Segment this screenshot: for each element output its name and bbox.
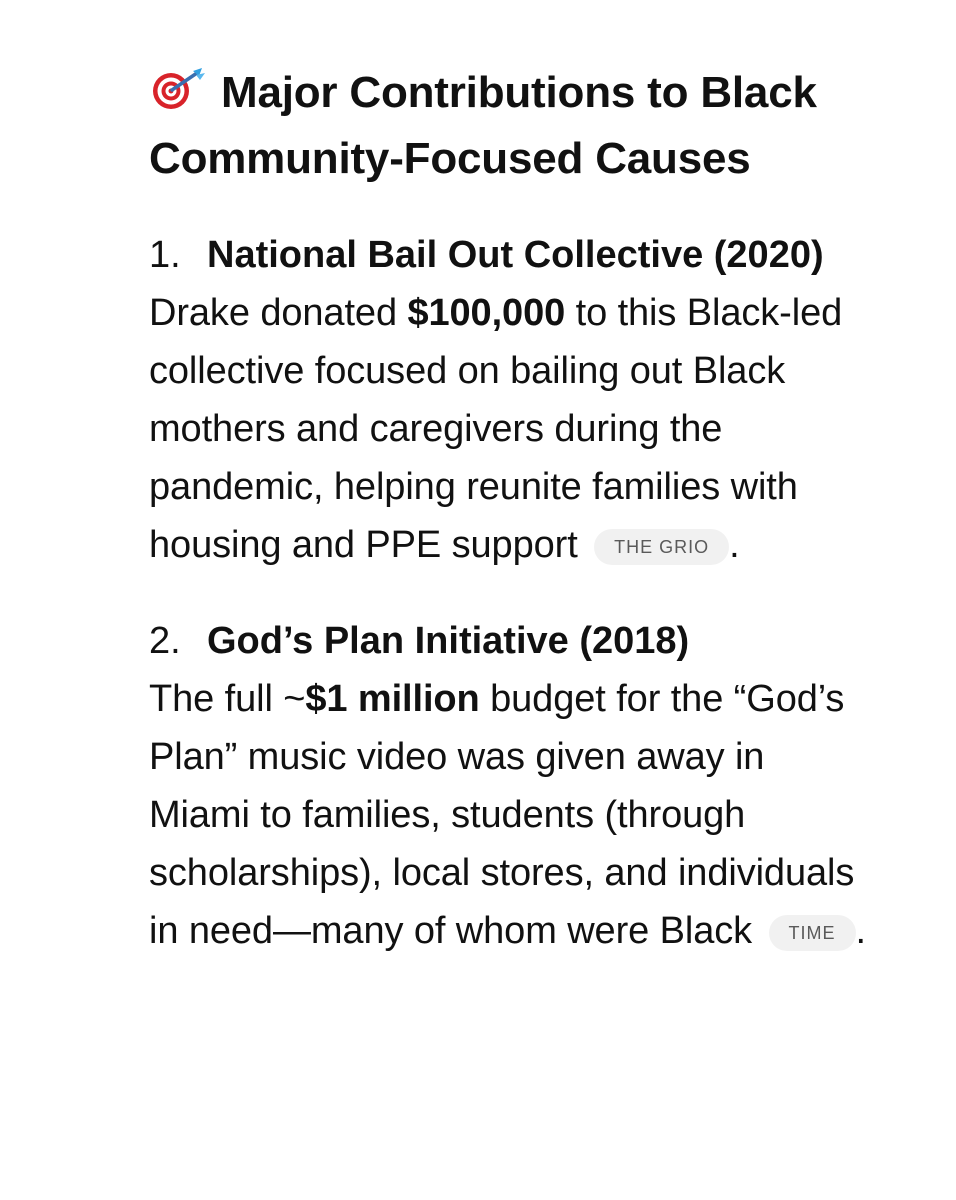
description-text: to this Black-led collective focused on bailing out Black mothers and caregivers during the pandemic, helping reunite families with housing and PPE support	[149, 292, 843, 566]
source-citation-chip[interactable]: THE GRIO	[594, 529, 729, 565]
article	[149, 60, 869, 960]
description-text: Drake donated	[149, 292, 408, 334]
donation-amount: $1 million	[305, 678, 480, 720]
list-item-description	[149, 670, 869, 960]
list-item-number: 2.	[149, 620, 181, 662]
description-text: budget for the “God’s Plan” music video was given away in Miami to families, students (through scholarships), local stores, and individuals in need—many of whom were Black	[149, 678, 855, 952]
list-item-heading	[149, 612, 869, 670]
page-title-text: Major Contributions to Black Community-Focused Causes	[149, 68, 817, 183]
trailing-period: .	[729, 524, 740, 566]
list-item-description	[149, 284, 869, 574]
direct-hit-target-icon	[149, 64, 207, 108]
list-item-title: God’s Plan Initiative (2018)	[207, 620, 690, 662]
donation-amount: $100,000	[407, 292, 566, 334]
list-item-heading	[149, 226, 869, 284]
list-item	[149, 612, 869, 960]
list-item	[149, 226, 869, 574]
list-item-title: National Bail Out Collective (2020)	[207, 234, 824, 276]
description-text: The full ~	[149, 678, 306, 720]
list-item-number: 1.	[149, 234, 181, 276]
trailing-period: .	[855, 910, 867, 952]
page-title	[149, 60, 869, 192]
source-citation-chip[interactable]: TIME	[769, 915, 856, 951]
